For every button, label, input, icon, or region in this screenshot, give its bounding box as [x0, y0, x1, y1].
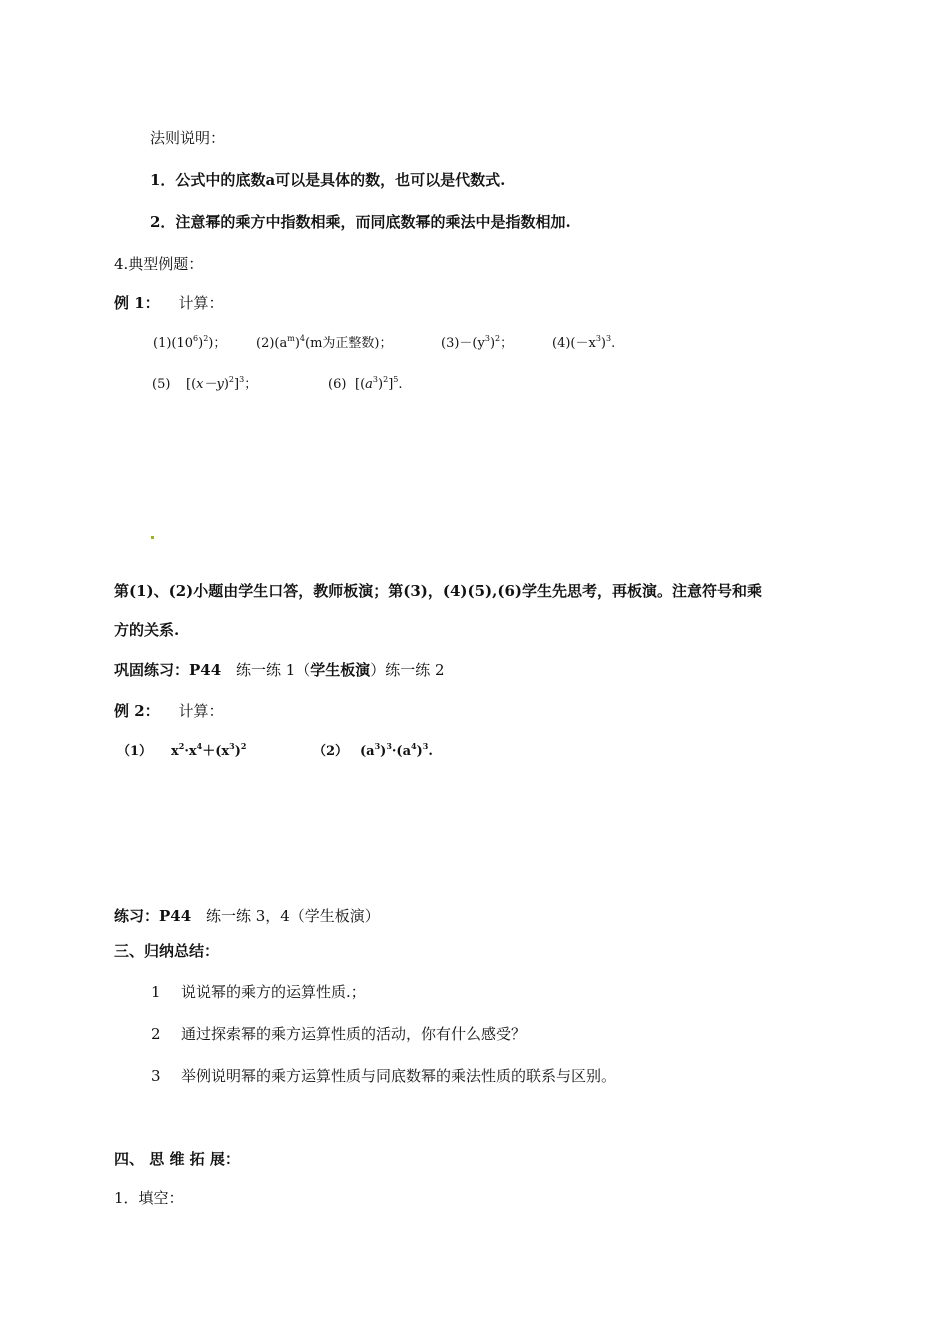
example-1-title: 计算： — [178, 294, 224, 312]
practice-1-label: 巩固练习：P44 — [114, 661, 222, 679]
example-1-label: 例 1： — [114, 294, 160, 312]
example-2-label: 例 2： — [114, 702, 160, 720]
ex1-problem-6-number: (6) — [328, 377, 347, 392]
ex1-problem-6: $[(a^3)^2]^5$. — [355, 375, 403, 392]
rule-1: 1．公式中的底数a可以是具体的数，也可以是代数式. — [150, 171, 506, 189]
section-4-title: 4.典型例题： — [114, 255, 204, 273]
rule-2: 2．注意幂的乘方中指数相乘，而同底数幂的乘法中是指数相加. — [150, 213, 571, 231]
fill-in-title: 1．填空： — [114, 1189, 184, 1207]
example-2-title: 计算： — [178, 702, 224, 720]
rules-title: 法则说明： — [150, 129, 226, 147]
ex1-problem-1: $(1)(10^6)^2$)； — [153, 334, 227, 351]
ex1-problem-5-number: (5) — [152, 377, 171, 392]
stray-mark — [151, 536, 154, 539]
practice-2-label: 练习：P44 — [114, 907, 192, 925]
example-2-heading — [114, 701, 223, 721]
teaching-note-line-2: 方的关系. — [114, 621, 180, 639]
ex2-problem-1: $x^2\cdot x^4+(x^3)^2$ — [171, 741, 247, 759]
ex2-problem-2: $(a^3)^3\cdot(a^4)^3$. — [360, 741, 433, 759]
ex1-problem-5: $[(x-y)^2]^3$； — [186, 375, 258, 392]
example-1-heading — [114, 293, 223, 313]
teaching-note-line-1: 第(1)、(2)小题由学生口答，教师板演；第(3)，(4)(5),(6)学生先思考，再板演。注意符号和乘 — [114, 582, 763, 600]
practice-2: 练习：P44 练一练 3，4（学生板演） — [114, 907, 380, 925]
ex1-problem-2: $(2)(a^m)^4(m$为正整数)； — [256, 334, 393, 351]
section-3-title: 三、归纳总结： — [114, 942, 220, 960]
ex1-problem-4: $(4)(-x^3)^3$. — [552, 334, 616, 351]
section-4b-title: 四、 思 维 拓 展： — [114, 1150, 240, 1168]
ex2-problem-1-number: （1） — [117, 744, 153, 759]
ex1-problem-3: $(3)-(y^3)^2$； — [441, 334, 514, 351]
ex2-problem-2-number: （2） — [313, 744, 349, 759]
practice-1: 巩固练习：P44 练一练 1（学生板演）练一练 2 — [114, 661, 445, 679]
